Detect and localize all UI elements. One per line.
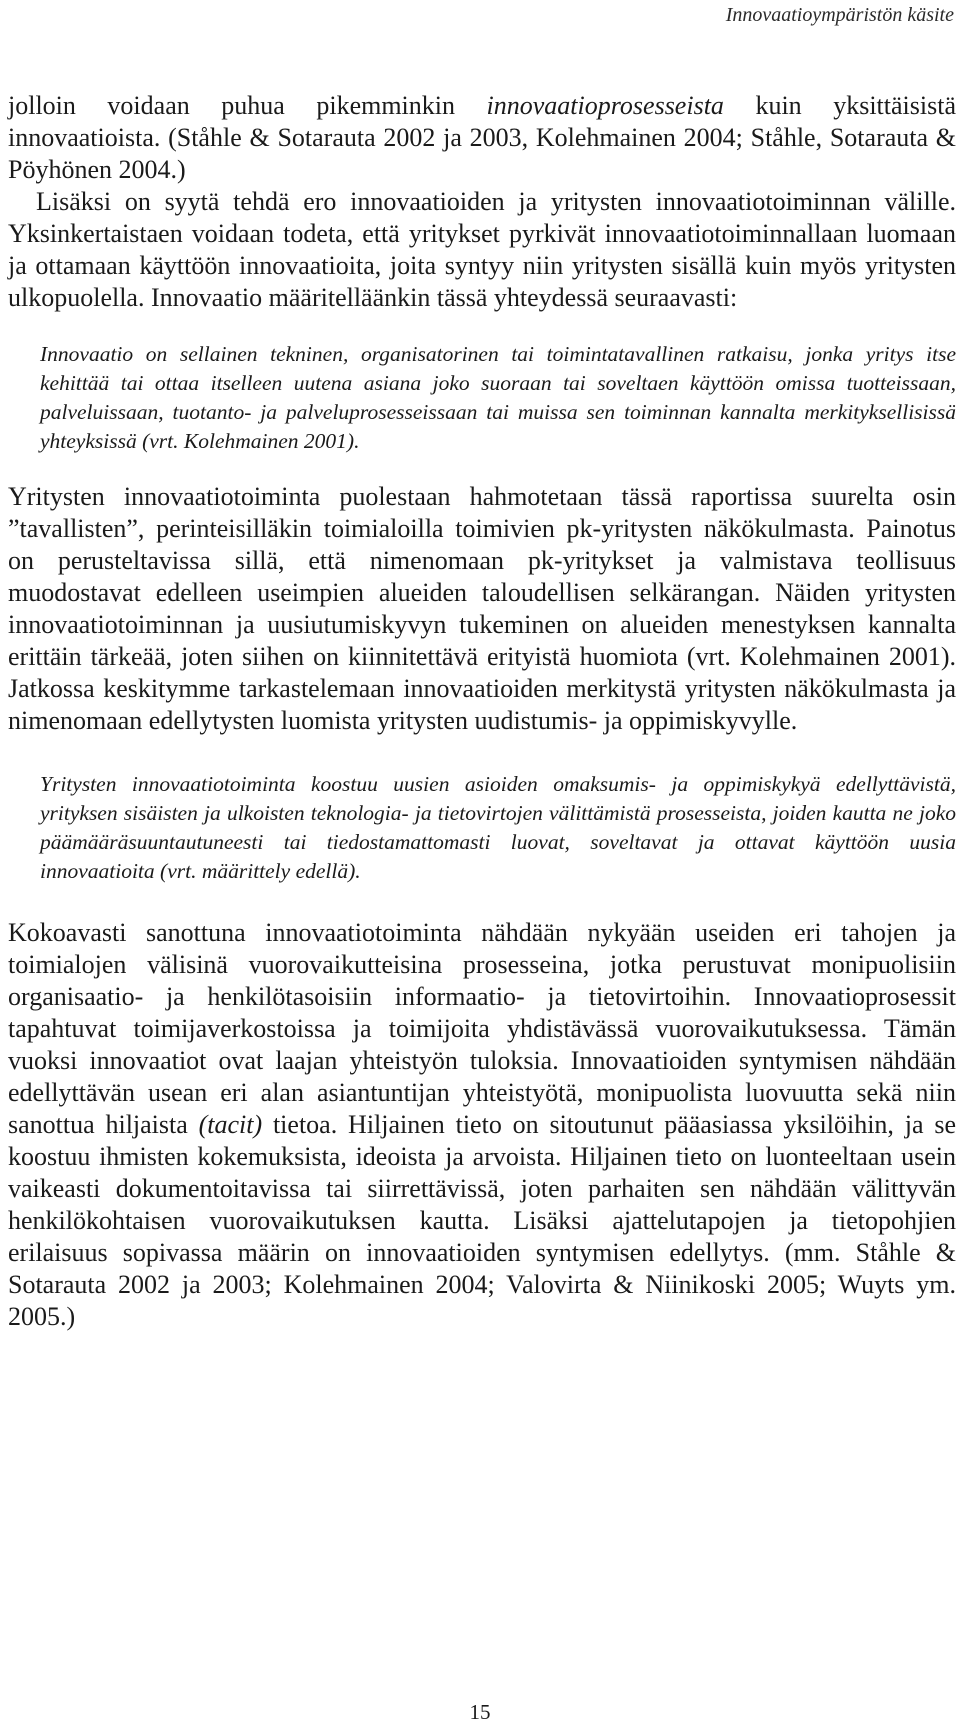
definition-innovation-activity bbox=[8, 770, 956, 886]
italic-text: (tacit) bbox=[198, 1110, 263, 1139]
italic-text: Yritysten innovaatiotoiminta koostuu uusien asioiden omaksumis- ja oppimiskykyä edellyttävistä, yrityksen sisäisten ja ulkoisten teknologia- ja tietovirtojen välittämistä prosesseista, joiden kautta ne joko päämääräsuuntautuneesti tai tiedostamattomasti luovat, soveltavat ja ottavat käyttöön uusia innovaatioita (vrt. määrittely edellä). bbox=[40, 772, 956, 883]
paragraph-intro bbox=[8, 90, 956, 186]
page-number: 15 bbox=[469, 1700, 491, 1724]
italic-text: innovaatioprosesseista bbox=[486, 91, 724, 120]
italic-text: Innovaatio on sellainen tekninen, organisatorinen tai toimintatavallinen ratkaisu, jonka yritys itse kehittää tai ottaa itselleen uutena asiana joko suoraan tai soveltaen käyttöön omissa tuotteissaan, palveluissaan, tuotanto- ja palveluprosesseissaan tai muissa sen toiminnan kannalta merkityksellisissä yhteyksissä (vrt. Kolehmainen 2001). bbox=[40, 342, 956, 453]
text-run: kuin yksittäisistä innovaatioista. (Ståhle & Sotarauta 2002 ja 2003, Kolehmainen 2004; Ståhle, Sotarauta & Pöyhönen 2004.) bbox=[8, 91, 956, 184]
text-run: tietoa. Hiljainen tieto on sitoutunut pääasiassa yksilöihin, ja se koostuu ihmisten kokemuksista, ideoista ja arvoista. Hiljainen tieto on luonteeltaan usein vaikeasti dokumentoitavissa tai siirrettävissä, joten parhaiten sen nähdään välittyvän henkilökohtaisen vuorovaikutuksen kautta. Lisäksi ajattelutapojen ja tietopohjien erilaisuus sopivassa määrin on innovaatioiden syntymisen edellytys. (mm. Ståhle & Sotarauta 2002 ja 2003; Kolehmainen 2004; Valovirta & Niinikoski 2005; Wuyts ym. 2005.) bbox=[8, 1110, 956, 1331]
text-run: Kokoavasti sanottuna innovaatiotoiminta nähdään nykyään useiden eri tahojen ja toimialojen välisinä vuorovaikutteisina prosesseina, jotka perustuvat monipuolisiin organisaatio- ja henkilötasoisiin informaatio- ja tietovirtoihin. Innovaatioprosessit tapahtuvat toimijaverkostoissa ja toimijoita yhdistävässä vuorovaikutuksessa. Tämän vuoksi innovaatiot ovat laajan yhteistyön tuloksia. Innovaatioiden syntymisen nähdään edellyttävän usean eri alan asiantuntijan yhteistyötä, monipuolista luovuutta sekä niin sanottua hiljaista bbox=[8, 918, 956, 1139]
running-header: Innovaatioympäristön käsite bbox=[725, 4, 954, 26]
text-run: Yritysten innovaatiotoiminta puolestaan hahmotetaan tässä raportissa suurelta osin ”tavallisten”, perinteisilläkin toimialoilla toimivien pk-yritysten näkökulmasta. Painotus on perusteltavissa sillä, että nimenomaan pk-yritykset ja valmistava teollisuus muodostavat edelleen useimpien alueiden taloudellisen selkärangan. Näiden yritysten innovaatiotoiminnan ja uusiutumiskyvyn tukeminen on alueiden menestyksen kannalta erittäin tärkeää, joten siihen on kiinnitettävä erityistä huomiota (vrt. Kolehmainen 2001). Jatkossa keskitymme tarkastelemaan innovaatioiden merkitystä yritysten näkökulmasta ja nimenomaan edellytysten luomista yritysten uudistumis- ja oppimiskyvylle. bbox=[8, 482, 956, 735]
paragraph-summary bbox=[8, 917, 956, 1333]
page-body bbox=[8, 90, 956, 1333]
definition-innovation bbox=[8, 340, 956, 456]
text-run: Lisäksi on syytä tehdä ero innovaatioiden ja yritysten innovaatiotoiminnan välille. Yksinkertaistaen voidaan todeta, että yritykset pyrkivät innovaatiotoiminnallaan luomaan ja ottamaan käyttöön innovaatioita, joita syntyy niin yritysten sisällä kuin myös yritysten ulkopuolella. Innovaatio määritelläänkin tässä yhteydessä seuraavasti: bbox=[8, 187, 956, 312]
paragraph-distinction bbox=[8, 186, 956, 314]
text-run: jolloin voidaan puhua pikemminkin bbox=[8, 91, 487, 120]
paragraph-sme-perspective bbox=[8, 481, 956, 737]
